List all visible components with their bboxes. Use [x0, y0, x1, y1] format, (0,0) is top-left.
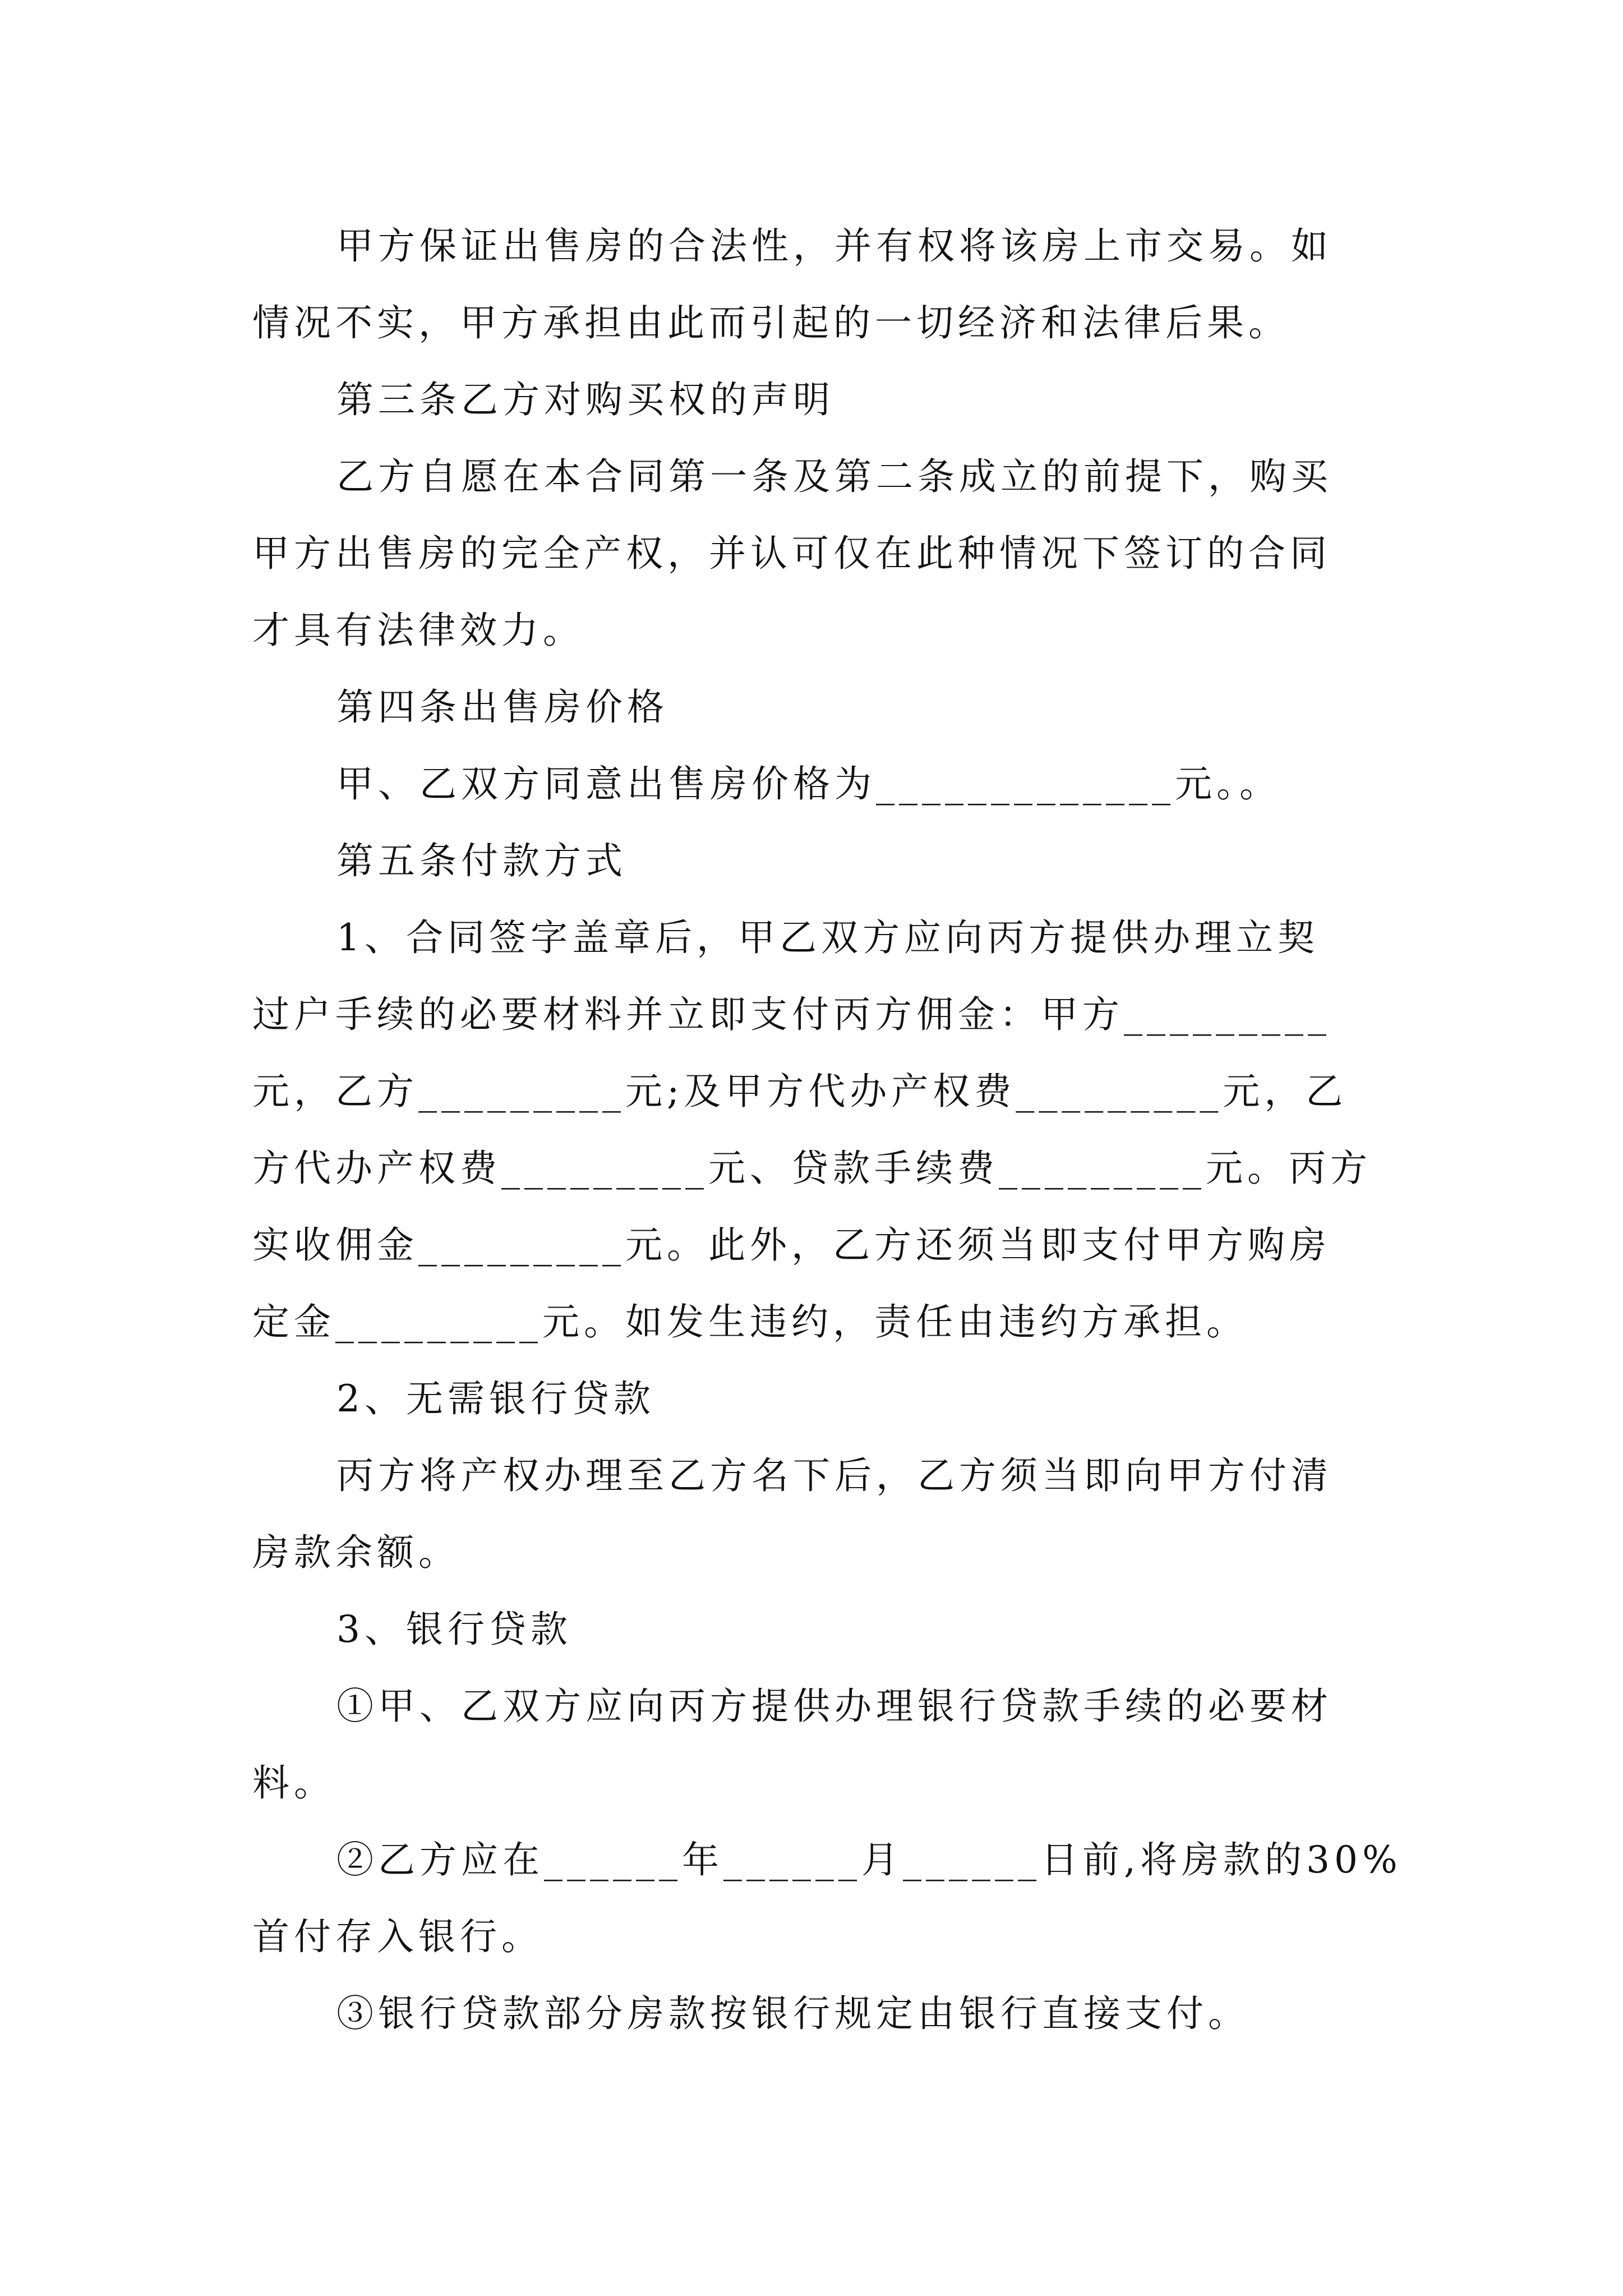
list-item-line: ①甲、乙双方应向丙方提供办理银行贷款手续的必要材 — [336, 1685, 1332, 1728]
paragraph-line: 实收佣金_________元。此外，乙方还须当即支付甲方购房 — [252, 1223, 1331, 1267]
paragraph-line: 情况不实，甲方承担由此而引起的一切经济和法律后果。 — [252, 301, 1290, 344]
paragraph-line: 甲方出售房的完全产权，并认可仅在此种情况下签订的合同 — [252, 532, 1331, 575]
paragraph-line: 1、合同签字盖章后，甲乙双方应向丙方提供办理立契 — [336, 916, 1319, 959]
paragraph-line: 丙方将产权办理至乙方名下后，乙方须当即向甲方付清 — [336, 1454, 1332, 1497]
section-heading-4: 第四条出售房价格 — [336, 685, 668, 729]
paragraph-line: 才具有法律效力。 — [252, 609, 584, 652]
paragraph-line: 乙方自愿在本合同第一条及第二条成立的前提下，购买 — [336, 455, 1332, 498]
section-heading-3: 第三条乙方对购买权的声明 — [336, 378, 834, 421]
subsection-heading: 3、银行贷款 — [336, 1608, 572, 1651]
paragraph-line: 元，乙方_________元;及甲方代办产权费_________元，乙 — [252, 1070, 1348, 1113]
paragraph-line: 房款余额。 — [252, 1531, 460, 1574]
document-body — [252, 208, 1402, 2052]
paragraph-line: 甲方保证出售房的合法性，并有权将该房上市交易。如 — [336, 224, 1332, 268]
paragraph-line: 定金_________元。如发生违约，责任由违约方承担。 — [252, 1300, 1248, 1343]
list-item-line: 首付存入银行。 — [252, 1915, 543, 1958]
subsection-heading: 2、无需银行贷款 — [336, 1377, 655, 1420]
list-item-line: ③银行贷款部分房款按银行规定由银行直接支付。 — [336, 1992, 1249, 2035]
paragraph-line: 甲、乙双方同意出售房价格为_____________元。。 — [336, 762, 1281, 806]
section-heading-5: 第五条付款方式 — [336, 839, 627, 882]
list-item-line: 料。 — [252, 1761, 335, 1805]
paragraph-line: 方代办产权费_________元、贷款手续费_________元。丙方 — [252, 1147, 1372, 1190]
paragraph-line: 过户手续的必要材料并立即支付丙方佣金：甲方_________ — [252, 993, 1331, 1036]
list-item-line: ②乙方应在______年______月______日前,将房款的30% — [336, 1838, 1402, 1881]
